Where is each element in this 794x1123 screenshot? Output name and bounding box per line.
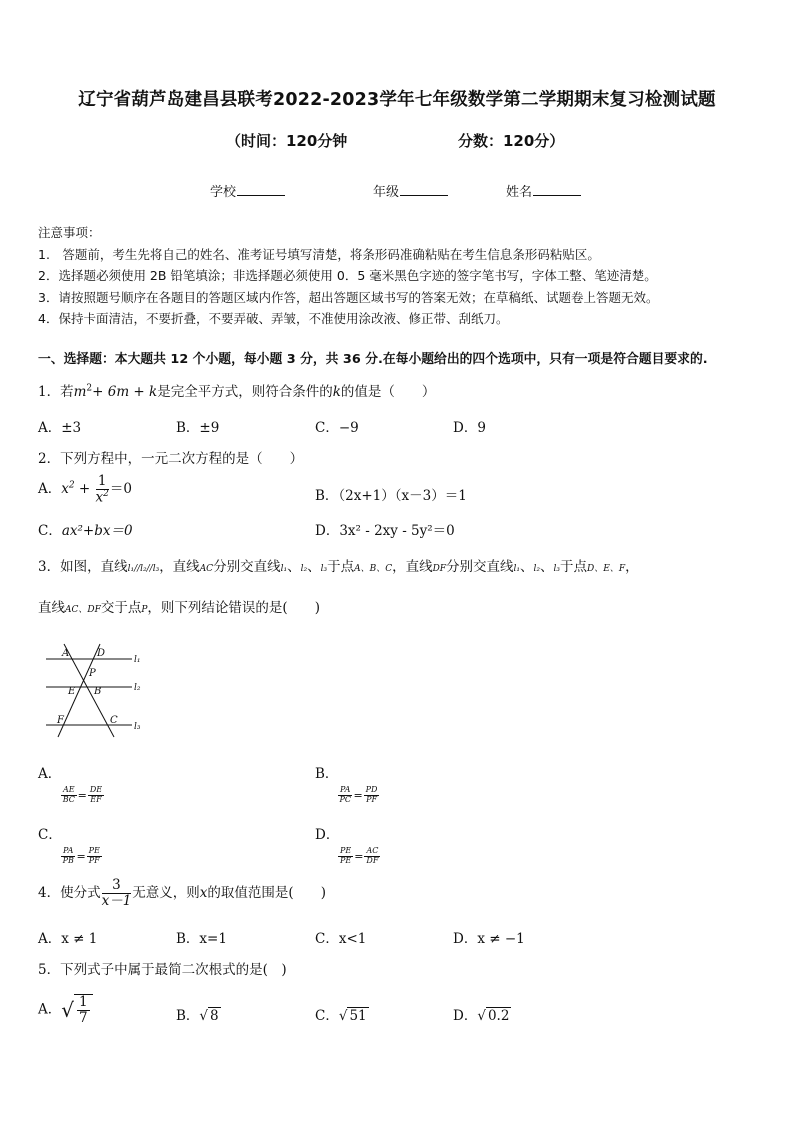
q1-option-b[interactable]: B．±9 <box>176 420 220 436</box>
grade-label: 年级 <box>373 185 400 200</box>
notes-heading: 注意事项： <box>38 225 101 240</box>
l2-label: l₂ <box>134 683 141 693</box>
q5-option-b[interactable]: B．√ 8 <box>176 1008 219 1024</box>
question-3-line-2: 直线AC、DF交于点P，则下列结论错误的是( ) <box>38 600 320 616</box>
q4-option-b[interactable]: B．x=1 <box>176 931 227 947</box>
q3-option-b[interactable]: B． $\frac{PA}{PC}$ = $\frac{PD}{PF}$ <box>315 766 378 804</box>
school-blank[interactable] <box>237 183 285 196</box>
q1-prefix: 1．若 <box>38 384 74 400</box>
note-item-1: 1. 答题前，考生先将自己的姓名、准考证号填写清楚，将条形码准确粘贴在考生信息条形码粘贴区。 <box>38 246 600 262</box>
name-blank[interactable] <box>533 183 581 196</box>
question-5: 5．下列式子中属于最简二次根式的是( ) <box>38 962 287 978</box>
grade-field <box>373 181 448 200</box>
q1-tail: 的值是（ ） <box>340 384 436 400</box>
q2-c-expr: ax²+bx＝0 <box>61 523 133 539</box>
q2-option-d[interactable]: D．3x² - 2xy - 5y²＝0 <box>315 523 455 539</box>
q2-a-x2: $x^2$ <box>61 480 75 498</box>
q2-a-fraction: $\frac{1}{x^2}$ <box>95 473 109 506</box>
name-label: 姓名 <box>506 185 533 200</box>
question-2: 2．下列方程中，一元二次方程的是（ ） <box>38 451 304 467</box>
q5-option-c[interactable]: C．√ 51 <box>315 1008 367 1024</box>
question-4: 4．使分式 $\frac{3}{x-1}$ 无意义，则x的取值范围是( ) <box>38 877 326 909</box>
point-a-label: A <box>62 648 70 659</box>
l1-label: l₁ <box>134 655 141 665</box>
time-limit: （时间：120分钟 <box>226 132 348 150</box>
q1-option-d[interactable]: D．9 <box>453 420 486 436</box>
l3-label: l₃ <box>134 722 141 732</box>
q3-figure <box>40 640 150 740</box>
q2-a-label: A． <box>38 481 62 498</box>
point-b-label: B <box>94 686 102 697</box>
q1-exponent: 2 <box>86 383 93 394</box>
q4-option-a[interactable]: A．x ≠ 1 <box>38 931 98 947</box>
exam-title: 辽宁省葫芦岛建昌县联考2022-2023学年七年级数学第二学期期末复习检测试题 <box>78 90 716 110</box>
q1-option-c[interactable]: C．−9 <box>315 420 359 436</box>
q5-option-a[interactable]: A．√ $\frac{1}{7}$ <box>38 994 93 1026</box>
q2-option-a[interactable]: A．$x^2$ + $\frac{1}{x^2}$ ＝0 <box>38 473 132 506</box>
q1-m: m <box>73 384 87 400</box>
note-item-2: 2．选择题必须使用 2B 铅笔填涂；非选择题必须使用 0．5 毫米黑色字迹的签字笔书写，字体工整、笔迹清楚。 <box>38 268 657 284</box>
school-label: 学校 <box>210 185 237 200</box>
q1-expr: + 6m + k <box>92 384 158 400</box>
name-field <box>506 181 581 200</box>
notes-block <box>38 222 658 330</box>
point-f-label: F <box>57 715 64 726</box>
question-1 <box>38 380 435 400</box>
note-item-4: 4．保持卡面清洁，不要折叠，不要弄破、弄皱，不准使用涂改液、修正带、刮纸刀。 <box>38 311 509 327</box>
q3-option-d[interactable]: D． $\frac{PE}{PE}$ = $\frac{AC}{DF}$ <box>315 827 379 865</box>
point-e-label: E <box>68 686 76 697</box>
q2-option-b[interactable]: B．（2x+1）（x－3）＝1 <box>315 488 467 504</box>
q3-parallel: l₁//l₂//l₃ <box>127 564 160 574</box>
q1-suffix: 是完全平方式，则符合条件的 <box>157 384 333 400</box>
q4-option-d[interactable]: D．x ≠ −1 <box>453 931 525 947</box>
school-field <box>210 181 285 200</box>
q4-option-c[interactable]: C．x<1 <box>315 931 367 947</box>
q1-k: k <box>332 384 341 400</box>
point-p-label: P <box>89 668 96 679</box>
q3-option-c[interactable]: C． $\frac{PA}{PB}$ = $\frac{PE}{PF}$ <box>38 827 100 865</box>
q5-option-d[interactable]: D．√ 0.2 <box>453 1008 510 1024</box>
q2-option-c[interactable]: C．ax²+bx＝0 <box>38 523 133 539</box>
q1-option-a[interactable]: A．±3 <box>38 420 82 436</box>
q5-a-sqrt: √ $\frac{1}{7}$ <box>61 994 92 1026</box>
note-item-3: 3．请按照题号顺序在各题目的答题区域内作答，超出答题区域书写的答案无效；在草稿纸、试题卷上答题无效。 <box>38 289 659 305</box>
q2-a-rest: ＝0 <box>109 481 132 498</box>
grade-blank[interactable] <box>400 183 448 196</box>
question-3-line-1: 3．如图，直线l₁//l₂//l₃，直线AC分别交直线l₁、l₂、l₃于点A、B、C，直线DF分别交直线l₁、l₂、l₃于点D、E、F， <box>38 559 639 575</box>
q4-fraction: $\frac{3}{x-1}$ <box>101 877 132 909</box>
point-c-label: C <box>110 715 118 726</box>
section-heading: 一、选择题：本大题共 12 个小题，每小题 3 分，共 36 分.在每小题给出的四个选项中，只有一项是符合题目要求的. <box>38 352 708 367</box>
total-score: 分数：120分） <box>458 132 565 150</box>
q3-option-a[interactable]: A． $\frac{AE}{BC}$ = $\frac{DE}{EF}$ <box>38 766 103 804</box>
point-d-label: D <box>97 648 106 659</box>
